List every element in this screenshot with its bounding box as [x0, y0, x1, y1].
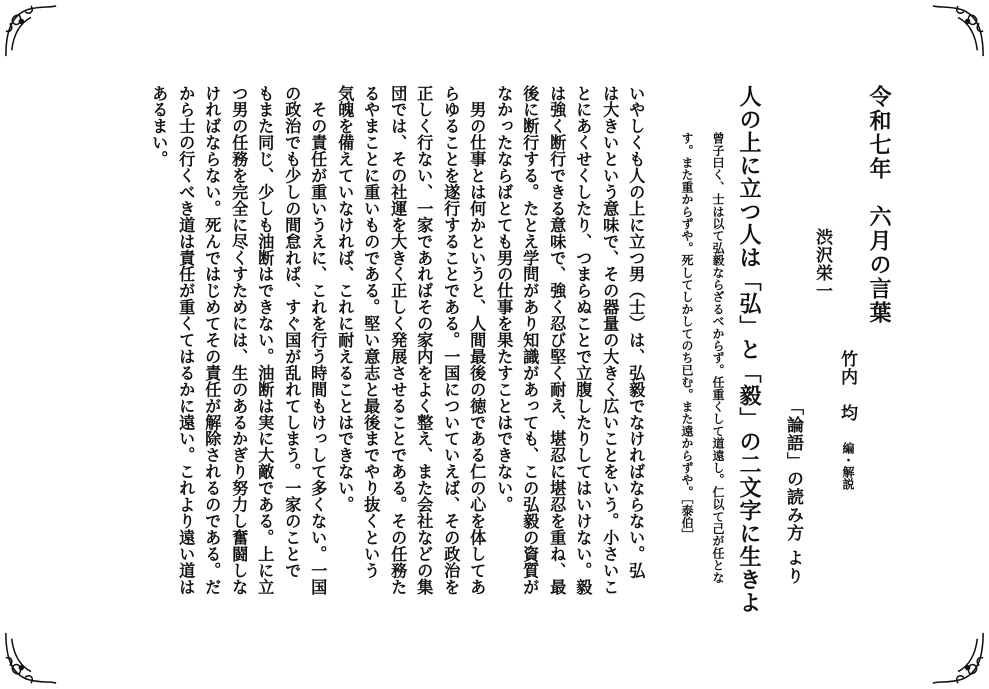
body-line: は強く断行できる意味で、強く忍び堅く耐え、堪忍に堪忍を重ね、最 — [547, 85, 567, 595]
body-line: もまた同じ、少しも油断はできない。油断は実に大敵である。上に立 — [255, 85, 275, 595]
author-block — [838, 350, 855, 426]
body-line: あるまい。 — [149, 85, 169, 168]
body-line: は大きいという意味で、その器量の大きく広いことをいう。小さいこ — [600, 85, 620, 595]
author-role: 編・解説 — [841, 442, 855, 490]
page-title: 令和七年 六月の言葉 — [866, 85, 892, 325]
body-line: その責任が重いうえに、これを行う時間もけっして多くない。一国 — [308, 85, 328, 595]
author-name: 竹内 均 — [837, 350, 857, 422]
body-line: るやまことに重いものである。堅い意志と最後までやり抜くという — [361, 85, 381, 579]
body-line: ければならない。死んではじめてその責任が解除されるのである。だ — [202, 85, 222, 595]
translator-name: 渋沢栄一 — [812, 228, 832, 300]
quote-line: 曾子曰く、士は以て弘毅ならざるべからず。任重くして道遠し。仁以て己が任とな — [711, 132, 725, 584]
body-line: 正しく行ない、一家であればその家内をよく整え、また会社などの集 — [414, 85, 434, 595]
book-source: 「論語」の読み方 より — [783, 398, 803, 585]
corner-ornament-bottom-left-icon — [2, 629, 60, 687]
body-line: 男の仕事とは何かというと、人間最後の徳である仁の心を体してあ — [467, 85, 487, 595]
corner-ornament-bottom-right-icon — [929, 629, 987, 687]
article-heading: 人の上に立つ人は「弘」と「毅」の二文字に生きよ — [736, 85, 762, 614]
body-line: の政治でも少しの間怠れば、すぐ国が乱れてしまう。一家のことで — [282, 85, 302, 579]
body-line: から士の行くべき道は責任が重くてはるかに遠い。これより遠い道は — [176, 85, 196, 595]
body-line: いやしくも人の上に立つ男（士）は、弘毅でなければならない。弘 — [626, 85, 646, 579]
quote-line: す。また重からずや。死してしかしてのち已む。また遠からずや。［泰伯］ — [680, 132, 694, 541]
body-line: とにあくせくしたり、つまらぬことで立腹したりしてはいけない。毅 — [573, 85, 593, 595]
body-line: 団では、その社運を大きく正しく発展させることである。その任務た — [388, 85, 408, 595]
body-line: らゆることを遂行することである。一国についていえば、その政治を — [441, 85, 461, 595]
body-line: なかったならばとても男の仕事を果たすことはできない。 — [494, 85, 514, 513]
body-line: つ男の任務を完全に尽くすためには、生のあるかぎり努力し奮闘しな — [229, 85, 249, 595]
corner-ornament-top-left-icon — [2, 2, 60, 60]
body-line: 気魄を備えていなければ、これに耐えることはできない。 — [335, 85, 355, 513]
corner-ornament-top-right-icon — [929, 2, 987, 60]
body-line: 後に断行する。たとえ学問があり知識があっても、この弘毅の資質が — [520, 85, 540, 595]
